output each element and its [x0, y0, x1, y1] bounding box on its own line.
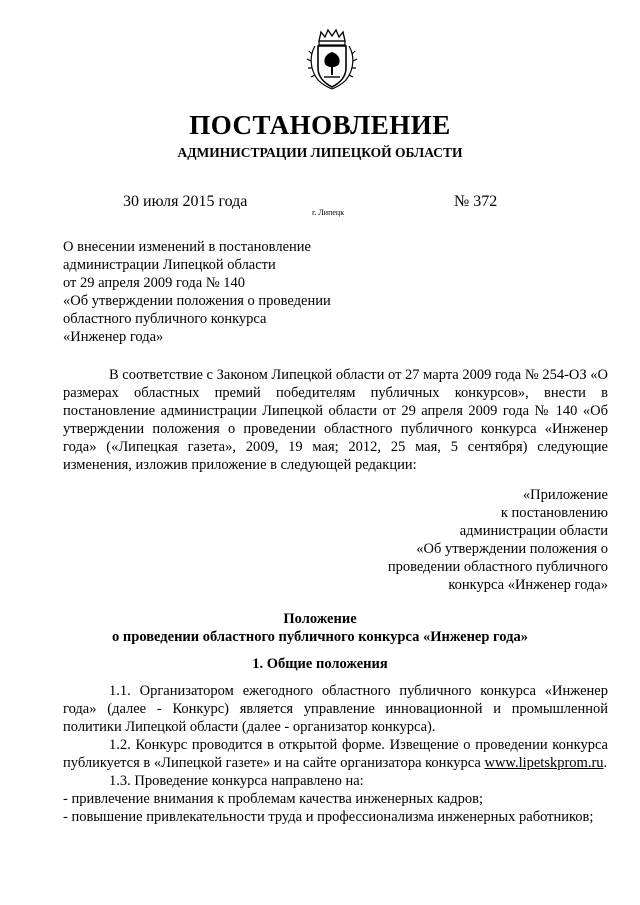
- subject-line: администрации Липецкой области: [63, 257, 276, 273]
- regulation-body: [63, 682, 608, 826]
- document-title: ПОСТАНОВЛЕНИЕ: [189, 110, 451, 140]
- appendix-reference: [388, 486, 608, 594]
- document-number: № 372: [454, 193, 498, 210]
- subject-line: «Инженер года»: [63, 329, 164, 345]
- regulation-title: [0, 610, 640, 646]
- coat-of-arms-icon: [304, 28, 360, 90]
- section-heading: 1. Общие положения: [252, 656, 388, 672]
- subject-line: областного публичного конкурса: [63, 311, 267, 327]
- regulation-title-line: о проведении областного публичного конкурса «Инженер года»: [112, 629, 528, 645]
- clause-text-end: .: [603, 755, 608, 771]
- appendix-line: проведении областного публичного: [387, 559, 608, 575]
- subject-line: О внесении изменений в постановление: [63, 239, 311, 255]
- clause-paragraph: 1.1. Организатором ежегодного областного публичного конкурса «Инженер года» (далее - Конкурс) является управление инновационной и промышленной политики Липецкой области (далее - организатор конкурса).: [63, 683, 608, 735]
- clause-text: 1.2. Конкурс проводится в открытой форме. Извещение о проведении конкурса публикуется в «Липецкой газете» и на сайте организатора конкурса: [63, 737, 608, 771]
- clause-paragraph: [63, 736, 608, 772]
- bullet-item: - привлечение внимания к проблемам качества инженерных кадров;: [63, 791, 483, 807]
- clause-paragraph: 1.3. Проведение конкурса направлено на:: [109, 773, 364, 789]
- appendix-line: «Об утверждении положения о: [416, 541, 608, 557]
- appendix-line: «Приложение: [522, 487, 608, 503]
- subject-line: от 29 апреля 2009 года № 140: [63, 275, 246, 291]
- subject-line: «Об утверждении положения о проведении: [63, 293, 331, 309]
- preamble-paragraph: В соответствие с Законом Липецкой области от 27 марта 2009 года № 254-ОЗ «О размерах областных премий победителям публичных конкурсов», внести в постановление администрации Липецкой области от 29 апреля 2009 года № 140 «Об утверждении положения о проведении областного публичного конкурса «Инженер года» («Липецкая газета», 2009, 19 мая; 2012, 25 мая, 5 сентября) следующие изменения, изложив приложение в следующей редакции:: [63, 367, 608, 473]
- bullet-item: - повышение привлекательности труда и профессионализма инженерных работников;: [63, 809, 594, 825]
- appendix-line: администрации области: [459, 523, 608, 539]
- appendix-line: к постановлению: [500, 505, 608, 521]
- issuer-name: АДМИНИСТРАЦИИ ЛИПЕЦКОЙ ОБЛАСТИ: [177, 145, 463, 160]
- document-city: г. Липецк: [312, 208, 345, 217]
- preamble-block: [63, 366, 608, 474]
- website-link[interactable]: www.lipetskprom.ru: [484, 755, 604, 771]
- regulation-title-line: Положение: [283, 611, 357, 627]
- document-date: 30 июля 2015 года: [123, 193, 248, 210]
- appendix-line: конкурса «Инженер года»: [448, 577, 608, 593]
- subject-block: [63, 238, 331, 346]
